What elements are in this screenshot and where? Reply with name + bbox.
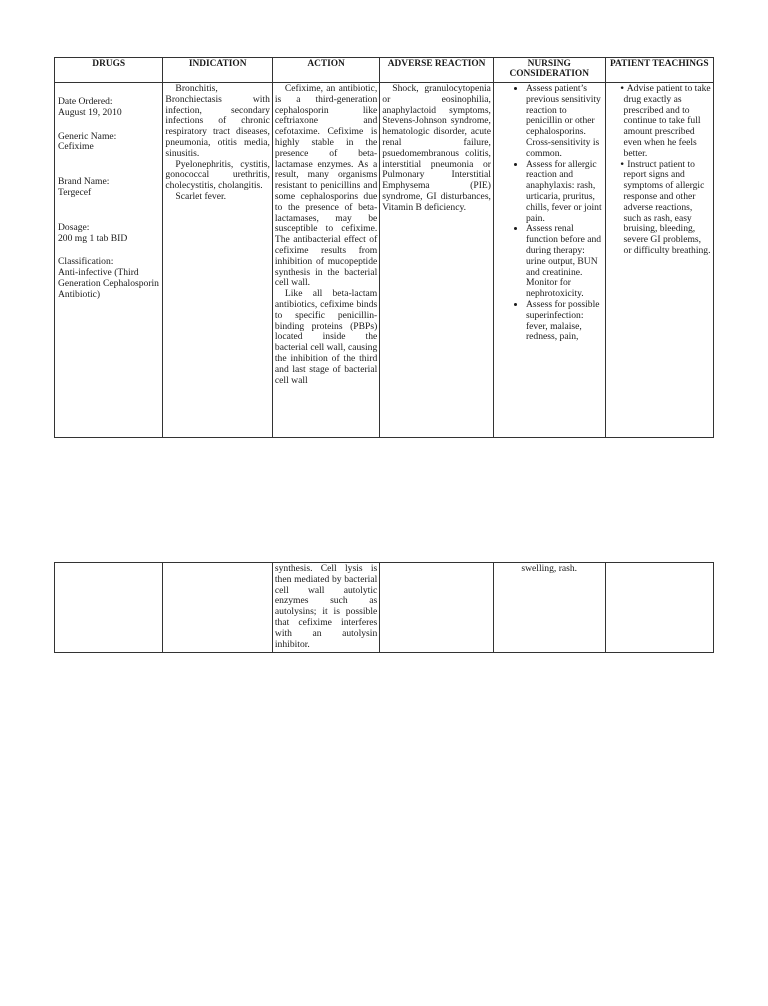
bullet-icon: •	[619, 84, 625, 94]
indication-respiratory: Bronchitis, Bronchiectasis with infection, secondary infections of chronic respiratory tract diseases, pneumonia, otitis media, sinusitis.	[165, 83, 270, 159]
indication-cell-continued	[163, 563, 272, 653]
adverse-reaction-cell	[380, 83, 494, 438]
adverse-reaction-cell-continued	[380, 563, 494, 653]
list-item: • Assess renal function before and during therapy: urine output, BUN and creatinine. Monitor for nephrotoxicity.	[526, 224, 603, 300]
header-nursing-consideration: NURSING CONSIDERATION	[493, 58, 605, 83]
teaching-item: • Instruct patient to report signs and symptoms of allergic response and other adverse reactions, such as rash, easy bruising, bleeding, severe GI problems, or difficulty breathing.	[619, 158, 711, 256]
generic-name: Generic Name: Cefixime	[58, 130, 117, 153]
drug-study-table-continued	[54, 562, 714, 653]
brand-name: Brand Name: Tergecef	[58, 176, 110, 198]
nursing-consideration-cell-continued	[493, 563, 605, 653]
header-drugs: DRUGS	[55, 58, 163, 83]
action-cell-continued	[272, 563, 379, 653]
table-header-row	[55, 58, 714, 83]
adverse-reaction-text: Shock, granulocytopenia or eosinophilia, anaphylactoid symptoms, Stevens-Johnson syndrome, hematologic disorder, acute renal failure, psuedomembranous colitis, interstitial pneumonia or Pulmonary Interstitial Emphysema (PIE) syndrome, GI disturbances, Vitamin B deficiency.	[382, 83, 491, 213]
header-indication: INDICATION	[163, 58, 272, 83]
nursing-consideration-cell	[493, 83, 605, 438]
drugs-cell-continued	[55, 563, 163, 653]
drugs-cell	[55, 83, 163, 438]
table-row	[55, 563, 714, 653]
action-paragraph-1: Cefixime, an antibiotic, is a third-generation cephalosporin like ceftriaxone and cefotaxime. Cefixime is highly stable in the presence of beta-lactamase enzymes. As a result, many organisms resistant to penicillins and some cephalosporins due to the presence of beta-lactamases, may be susceptible to cefixime. The antibacterial effect of cefixime results from inhibition of mucopeptide synthesis in the bacterial cell wall.	[274, 83, 378, 289]
dosage: Dosage: 200 mg 1 tab BID	[58, 221, 128, 244]
action-paragraph-continued: synthesis. Cell lysis is then mediated by bacterial cell wall autolytic enzymes such as autolysins; it is possible that cefixime interferes with an autolysin inhibitor.	[274, 563, 378, 650]
indication-cell	[163, 83, 272, 438]
action-cell	[272, 83, 379, 438]
list-item: • Assess for allergic reaction and anaphylaxis: rash, urticaria, pruritus, chills, fever or joint pain.	[526, 160, 603, 225]
indication-scarlet-fever: Scarlet fever.	[175, 190, 227, 202]
indication-urinary-biliary: Pyelonephritis, cystitis, gonococcal urethritis, cholecystitis, cholangitis.	[165, 158, 270, 192]
teaching-item: • Advise patient to take drug exactly as prescribed and to continue to take full amount prescribed even when he feels better.	[619, 83, 711, 159]
date-ordered: Date Ordered: August 19, 2010	[58, 96, 122, 118]
list-item: • Assess patient’s previous sensitivity reaction to penicillin or other cephalosporins. Cross-sensitivity is common.	[526, 84, 603, 160]
nursing-list	[496, 84, 603, 343]
table-row	[55, 83, 714, 438]
action-paragraph-2: Like all beta-lactam antibiotics, cefixime binds to specific penicillin-binding proteins (PBPs) located inside the bacterial cell wall, causing the inhibition of the third and last stage of bacterial cell wall	[274, 288, 378, 386]
drug-study-table	[54, 57, 714, 438]
classification: Classification: Anti-infective (Third Generation Cephalosporin Antibiotic)	[58, 256, 159, 300]
nursing-continued-text: swelling, rash.	[521, 563, 578, 574]
header-patient-teachings: PATIENT TEACHINGS	[605, 58, 713, 83]
patient-teachings-cell	[605, 83, 713, 438]
header-action: ACTION	[272, 58, 379, 83]
list-item: • Assess for possible superinfection: fever, malaise, redness, pain,	[526, 300, 603, 343]
header-adverse-reaction: ADVERSE REACTION	[380, 58, 494, 83]
bullet-icon: •	[619, 159, 625, 170]
patient-teachings-cell-continued	[605, 563, 713, 653]
